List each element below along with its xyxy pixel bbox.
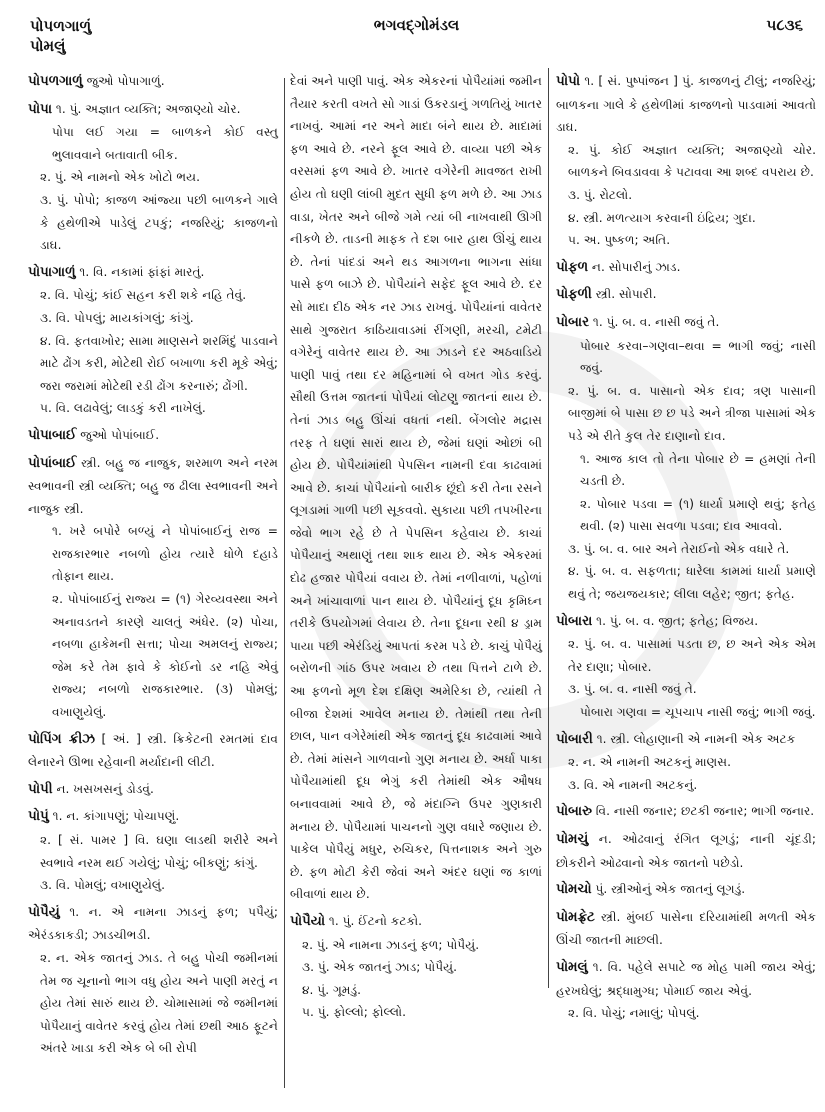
column-3 (556, 70, 816, 1029)
dictionary-entry (28, 261, 278, 420)
dictionary-entry (556, 610, 816, 724)
headword: પોપાબાઈ (28, 427, 77, 443)
definition: પું. સ્ત્રીઓનું એક જાતનું લૂગડું. (595, 882, 746, 897)
sense: ૨. પું. બ. વ. પાસામાં પડતા છ, છ અને એક એમ તેર દાણા; પોબાર. (568, 637, 816, 674)
sense: ૫. વિ. લઢાવેલું; લાડકું કરી નાખેલું. (40, 401, 206, 416)
headword: પોપૈયો (290, 913, 326, 929)
sense: ૩. વિ. પોપલું; માયકાંગલું; કાંગું. (40, 310, 194, 325)
definition: ૧. સ્ત્રી. લોહાણાની એ નામની એક અટક (596, 731, 796, 746)
continued-paragraph: દેવાં અને પાણી પાવું. એક એકરનાં પોપૈયાંમાં જમીન તૈયાર કરતી વખતે સો ગાડાં ઉકરડાનું ગળતિયું ખાતર નાખવું. આમાં નર અને માદા બંને થાય છે. માદામાં ફળ આવે છે. નરને ફૂલ આવે છે. વાવ્યા પછી એક વરસમાં ફળ આવે છે. ખાતર વગેરેની માવજત રાખી હોય તો ઘણી લાંબી મુદત સુધી ફળ મળે છે. આ ઝાડ વાડા, ખેતર અને બીજે ગમે ત્યાં બી નાખવાથી ઊગી નીકળે છે. તાડની માફક તે દશ બાર હાથ ઊંચું થાય છે. તેનાં પાંદડાં અને થડ આગળના ભાગના સાંધા પાસે ફળ બાઝે છે. પોપૈયાંને સફેદ ફૂલ આવે છે. દર સો માદા દીઠ એક નર ઝાડ રાખવું. પોપૈયાંનાં વાવેતર સાથે ગુજરાત કાઠિયાવાડમાં રીંગણી, મરચી, ટમેટી વગેરેનું વાવેતર થાય છે. આ ઝાડને દર અઠવાડિયે પાણી પાવું તથા દર મહિનામાં બે વખત ગોડ કરવું. સૌથી ઉત્તમ જાતનાં પોપૈયાં લોટણુ જાતનાં થાય છે. તેનાં ઝાડ બહુ ઊંચાં વધતાં નથી. બેંગલોર મદ્રાસ તરફ તે ઘણાં સારાં થાય છે, જેમાં ઘણાં ઓછાં બી હોય છે. પોપૈયાંમાંથી પેપસિન નામની દવા કાઢવામાં આવે છે. કાચાં પોપૈયાંનો બારીક છૂંદો કરી તેના રસને લૂગડામાં ગાળી પછી સૂકવવો. સુકાયા પછી તપખીરના જેવો ભાગ રહે છે તે પેપસિન કહેવાય છે. કાચાં પોપૈયાનું અથાણું તથા શાક થાય છે. એક એકરમાં દોઢ હજાર પોપૈયાં વવાય છે. તેમાં નળીવાળાં, પહોળાં અને ખાંચાવાળાં પાન થાય છે. પોપૈયાંનું દૂધ કૃમિઘ્ન તરીકે ઉપયોગમાં લેવાય છે. તેના દૂધના રથી ૪ ડ્રામ પાયા પછી એરંડિયું આપતાં કરમ પડે છે. કાચું પોપૈયું બરોળની ગાંઠ ઉપર ખવાય છે તથા પિત્તને ટાળે છે. આ ફળનો મૂળ દેશ દક્ષિણ અમેરિકા છે, ત્યાંથી તે બીજા દેશમાં આવેલ મનાય છે. તેમાંથી તથા તેની છાલ, પાન વગેરેમાંથી એક જાતનું દૂધ કાઢવામાં આવે છે. તેમાં માંસને ગાળવાનો ગુણ મનાય છે. અર્ધા પાકા પોપૈયામાંથી દૂધ ભેગું કરી તેમાંથી એક ઔષધ બનાવવામાં આવે છે, જે મંદાગ્નિ ઉપર ગુણકારી મનાય છે. પોપૈયામાં પાચનનો ગુણ વધારે જણાય છે. પાકેલ પોપૈયું મધુર, રુચિકર, પિત્તનાશક અને ગુરુ છે. ફળ મોટી કેરી જેવાં અને અંદર ઘણાં જ કાળાં બીવાળાં થાય છે. (290, 74, 543, 902)
sense: ૩. પું. બ. વ. બાર અને તેરાઈનો એક વધારે તે. (568, 541, 790, 556)
dictionary-entry (556, 70, 816, 252)
sense: ૨. પું. એ નામનો એક ખોટો ભય. (40, 170, 200, 185)
sense: ૨. વિ. પોચું; નમાલું; પોપલું. (568, 1006, 700, 1021)
sense: ૩. પું. બ. વ. નાસી જવું તે. (568, 682, 697, 697)
dictionary-entry (556, 828, 816, 874)
dictionary-entry (28, 805, 278, 896)
guide-word-first: પોપળગાળું (30, 17, 92, 35)
sense: ૨. પું. બ. વ. પાસાનો એક દાવ; ત્રણ પાસાની બાજીમાં બે પાસા છ છ પડે અને ત્રીજા પાસામાં એક પડે એ રીતે કુલ તેર દાણાનો દાવ. (568, 383, 816, 443)
headword: પોબારા (556, 613, 593, 629)
headword: પોબારી (556, 731, 593, 747)
dictionary-columns (28, 70, 817, 1100)
idiom: પોબાર કરવા–ગણવા–થવા = ભાગી જવું; નાસી જવું. (580, 338, 816, 376)
sense: ૩. પું. પોપો; કાજળ આંજ્યા પછી બાળકને ગાલે કે હથેળીએ પાડેલું ટપકું; નજરિયું; કાજળનો ડાઘ. (40, 192, 278, 253)
sense: ૨. વિ. પોચું; કાંઈ સહન કરી શકે નહિ તેવું. (40, 288, 247, 303)
sense: ૪. વિ. ફતવાખોર; સામા માણસને શરમિંદું પાડવાને માટે ઢોંગ કરી, મોટેથી રોઈ બખાળા કરી મૂકે એવું; જરા જરામાં મોટેથી રડી ઢોંગ કરનારું; ઢોંગી. (40, 333, 278, 393)
dictionary-entry (28, 728, 278, 774)
book-title: ભગવદ્ગોમંડલ (373, 16, 460, 34)
sense: ૪. સ્ત્રી. મળત્યાગ કરવાની ઇંદ્રિય; ગુદા. (568, 210, 756, 225)
sense: ૨. ન. એ નામની અટકનું માણસ. (568, 755, 732, 770)
sense: ૫. પું. ફોલ્લો; ફોલ્લો. (302, 1005, 406, 1020)
headword: પોપું (28, 809, 49, 825)
definition: ન. સોપારીનું ઝાડ. (591, 259, 681, 274)
dictionary-entry (28, 70, 278, 94)
headword: પોબાર (556, 314, 589, 330)
dictionary-entry (28, 452, 278, 724)
column-divider (284, 78, 285, 1088)
dictionary-entry (556, 728, 816, 797)
definition: જુઓ પોપાગાળું. (86, 74, 165, 88)
definition: જુઓ પોપાંબાઈ. (80, 427, 160, 442)
sense: ૪. પું. ગૂમડું. (302, 982, 362, 997)
definition: ૧. [ સં. પુષ્પાંજન ] પું. કાજળનું ટીલું; નજરિયું; બાળકના ગાલે કે હથેળીમાં કાજળનો પાડવામાં આવતો ડાઘ. (556, 74, 817, 135)
definition: વિ. નાસી જનાર; છટકી જનાર; ભાગી જનાર. (595, 804, 815, 819)
headword: પોમફ્રેટ (556, 909, 595, 925)
definition: [ અં. ] સ્ત્રી. ક્રિકેટની રમતમાં દાવ લેનારને ઊભા રહેવાની મર્યાદાની લીટી. (28, 731, 279, 770)
headword: પોબારુ (556, 804, 592, 820)
column-1 (28, 70, 278, 1064)
dictionary-entry (556, 906, 816, 952)
headword: પોપાંબાઈ (28, 455, 77, 471)
sense: ૪. પું. બ. વ. સફળતા; ધારેલા કામમાં ધાર્યા પ્રમાણે થવું તે; જયજયકાર; લીલા લહેર; જીત; ફતેહ. (568, 564, 816, 602)
dictionary-entry (290, 910, 542, 1024)
page-number: ૫૮૩૬ (766, 16, 803, 34)
dictionary-entry (556, 283, 816, 307)
page-header (30, 16, 803, 60)
definition: સ્ત્રી. મુંબઈ પાસેના દરિયામાંથી મળતી એક ઊંચી જાતની માછલી. (556, 909, 816, 948)
definition: ૧. ન. એ નામના ઝાડનું ફળ; પપૈયું; એરંડકાકડી; ઝાડચીભડી. (28, 904, 279, 943)
headword: પોફળ (556, 259, 589, 275)
dictionary-entry (28, 901, 278, 1060)
sense: ૨. [ સં. પામર ] વિ. ઘણા લાડથી શરીરે અને સ્વભાવે નરમ થઈ ગયેલું; પોચું; બીકણું; કાંગું. (40, 833, 278, 870)
dictionary-entry (556, 800, 816, 824)
idiom: પોપા લઈ ગયા = બાળકને કોઈ વસ્તુ ભુલાવવાને બતાવાતી બીક. (52, 125, 278, 162)
guide-word-last: પોમલું (30, 37, 66, 55)
sense: ૨. પું. કોઈ અજ્ઞાત વ્યક્તિ; અજાણ્યો ચોર. બાળકને બિવડાવવા કે પટાવવા આ શબ્દ વપરાય છે. (568, 142, 816, 180)
headword: પોપળગાળું (28, 74, 83, 89)
definition: ૧. પું. બ. વ. જીત; ફતેહ; વિજય. (596, 613, 759, 628)
headword: પોપો (556, 74, 581, 89)
dictionary-entry (28, 424, 278, 448)
definition: ૧. પું. ઈંટનો કટકો. (328, 913, 423, 928)
idiom: પોબારા ગણવા = ચૂપચાપ નાસી જવું; ભાગી જવું. (580, 705, 816, 720)
headword: પોપિંગ ક્રીઝ (28, 731, 95, 747)
headword: પોપા (28, 101, 53, 117)
idiom: ૧. ખરે બપોરે બળ્યું ને પોપાંબાઈનું રાજ = રાજકારભાર નબળો હોય ત્યારે ધોળે દહાડે તોફાન થાય. (52, 524, 278, 584)
definition: ૧. વિ. નકામાં ફાંફાં મારતું. (79, 264, 205, 279)
sense: ૨. પું. એ નામના ઝાડનું ફળ; પોપૈયું. (302, 937, 480, 952)
sense: ૨. ન. એક જાતનું ઝાડ. તે બહુ પોચી જમીનમાં તેમ જ ચૂનાનો ભાગ વધુ હોય અને પાણી મરતું ન હોય તેમાં સારું થાય છે. ચોમાસામાં જે જમીનમાં પોપૈયાનું વાવેતર કરવું હોય તેમાં છથી આઠ ફૂટને અંતરે ખાડા કરી એક બે બી રોપી (40, 950, 278, 1056)
sense: ૫. અ. પુષ્કળ; અતિ. (568, 233, 671, 248)
sense: ૩. વિ. પોમલું; વખાણુયેલું. (40, 878, 166, 893)
definition: ન. ઓઢવાનું રંગિત લૂગડું; નાની ચૂંદડી; છોકરીને ઓઢવાનો એક જાતનો પછેડો. (556, 832, 816, 870)
sense: ૩. પું. એક જાતનું ઝાડ; પોપૈયું. (302, 960, 457, 975)
dictionary-entry (556, 956, 816, 1025)
dictionary-entry (556, 256, 816, 280)
headword: પોમચું (556, 832, 589, 847)
sense: ૩. પું. રોટલો. (568, 187, 633, 202)
idiom: ૨. પોપાંબાઈનું રાજ્ય = (૧) ગેરવ્યવસ્થા અને અનાવડતને કારણે ચાલતું અંધેર. (૨) પોચા, નબળા હાકેમની સત્તા; પોચા અમલનું રાજ્ય; જેમ કરે તેમ ફાવે કે કોઈનો ડર નહિ એવું રાજ્ય; નબળો રાજકારભાર. (૩) પોમલું; વખાણુયેલું. (52, 592, 278, 720)
dictionary-entry (556, 311, 816, 606)
definition: ૧. ન. કાંગાપણું; પોચાપણું. (52, 809, 180, 824)
idiom: ૨. પોબાર પડવા = (૧) ધાર્યા પ્રમાણે થવું; ફતેહ થવી. (૨) પાસા સવળા પડવા; દાવ આવવો. (580, 496, 816, 534)
column-divider (548, 68, 549, 988)
headword: પોપૈયું (28, 904, 60, 920)
dictionary-entry (28, 98, 278, 257)
headword: પોફળી (556, 287, 592, 303)
dictionary-entry (28, 778, 278, 802)
dictionary-entry (556, 878, 816, 902)
definition: ૧. વિ. પહેલે સપાટે જ મોહ પામી જાય એવું; હરખઘેલું; શ્રદ્ધામુગ્ધ; પોમાઈ જાય એવું. (556, 959, 816, 998)
headword: પોમલું (556, 959, 588, 975)
column-2 (290, 70, 542, 1028)
definition: ૧. પું. બ. વ. નાસી જવું તે. (592, 314, 720, 329)
definition: સ્ત્રી. સોપારી. (595, 287, 657, 302)
headword: પોપાગાળું (28, 264, 76, 280)
headword: પોમચો (556, 882, 592, 898)
headword: પોપી (28, 781, 53, 797)
sense: ૩. વિ. એ નામની અટકનું. (568, 777, 698, 792)
definition: ન. ખસખસનું ડોડવું. (56, 781, 154, 796)
idiom: ૧. આજ કાલ તો તેના પોબાર છે = હમણાં તેની ચડતી છે. (580, 451, 816, 489)
definition: ૧. પું. અજ્ઞાત વ્યક્તિ; અજાણ્યો ચોર. (55, 101, 241, 116)
definition: સ્ત્રી. બહુ જ નાજુક, શરમાળ અને નરમ સ્વભાવની સ્ત્રી વ્યક્તિ; બહુ જ ઢીલા સ્વભાવની અને નાજુક સ્ત્રી. (28, 455, 278, 516)
